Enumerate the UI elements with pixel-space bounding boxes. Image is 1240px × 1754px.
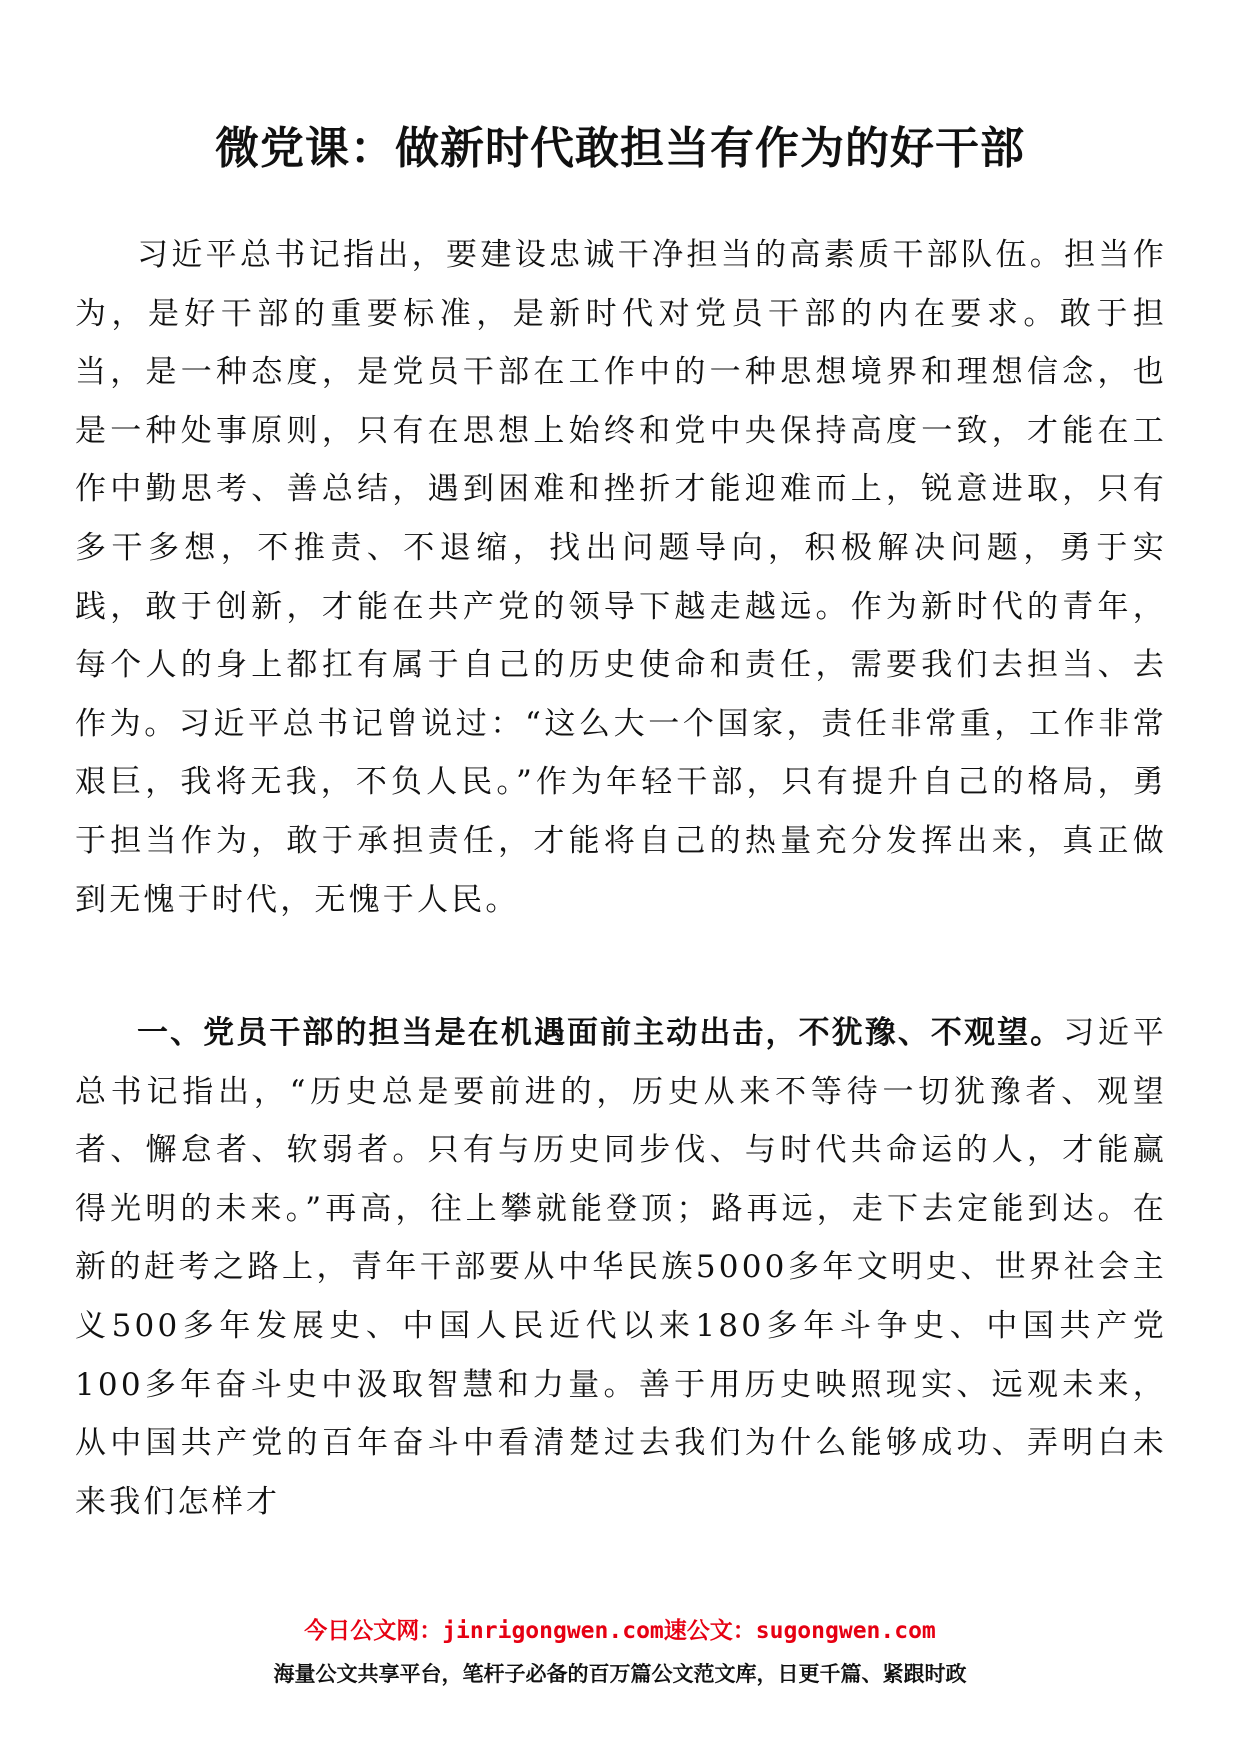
footer-tagline: 海量公文共享平台，笔杆子必备的百万篇公文范文库，日更千篇、紧跟时政 [273, 1662, 967, 1686]
site2-url-link[interactable]: sugongwen.com [755, 1618, 936, 1644]
section-1-paragraph [75, 1004, 1167, 1531]
site1-name: 今日公文网： [304, 1618, 443, 1644]
intro-paragraph: 习近平总书记指出，要建设忠诚干净担当的高素质干部队伍。担当作为，是好干部的重要标准，是新时代对党员干部的内在要求。敢于担当，是一种态度，是党员干部在工作中的一种思想境界和理想信念，也是一种处事原则，只有在思想上始终和党中央保持高度一致，才能在工作中勤思考、善总结，遇到困难和挫折才能迎难而上，锐意进取，只有多干多想，不推责、不退缩，找出问题导向，积极解决问题，勇于实践，敢于创新，才能在共产党的领导下越走越远。作为新时代的青年，每个人的身上都扛有属于自己的历史使命和责任，需要我们去担当、去作为。习近平总书记曾说过：“这么大一个国家，责任非常重，工作非常艰巨，我将无我，不负人民。”作为年轻干部，只有提升自己的格局，勇于担当作为，敢于承担责任，才能将自己的热量充分发挥出来，真正做到无愧于时代，无愧于人民。 [75, 237, 1167, 918]
section-1-text: 习近平总书记指出，“历史总是要前进的，历史从来不等待一切犹豫者、观望者、懈怠者、软弱者。只有与历史同步伐、与时代共命运的人，才能赢得光明的未来。”再高，往上攀就能登顶；路再远，走下去定能到达。在新的赶考之路上，青年干部要从中华民族5000多年文明史、世界社会主义500多年发展史、中国人民近代以来180多年斗争史、中国共产党100多年奋斗史中汲取智慧和力量。善于用历史映照现实、远观未来，从中国共产党的百年奋斗中看清楚过去我们为什么能够成功、弄明白未来我们怎样才 [75, 1015, 1167, 1520]
footer-sites [0, 1612, 1240, 1645]
site1-url-link[interactable]: jinrigongwen.com [442, 1618, 664, 1644]
site2-name: 速公文： [663, 1618, 756, 1644]
section-1-heading: 一、党员干部的担当是在机遇面前主动出击，不犹豫、不观望。 [137, 1015, 1064, 1051]
document-title: 微党课：做新时代敢担当有作为的好干部 [215, 123, 1025, 174]
